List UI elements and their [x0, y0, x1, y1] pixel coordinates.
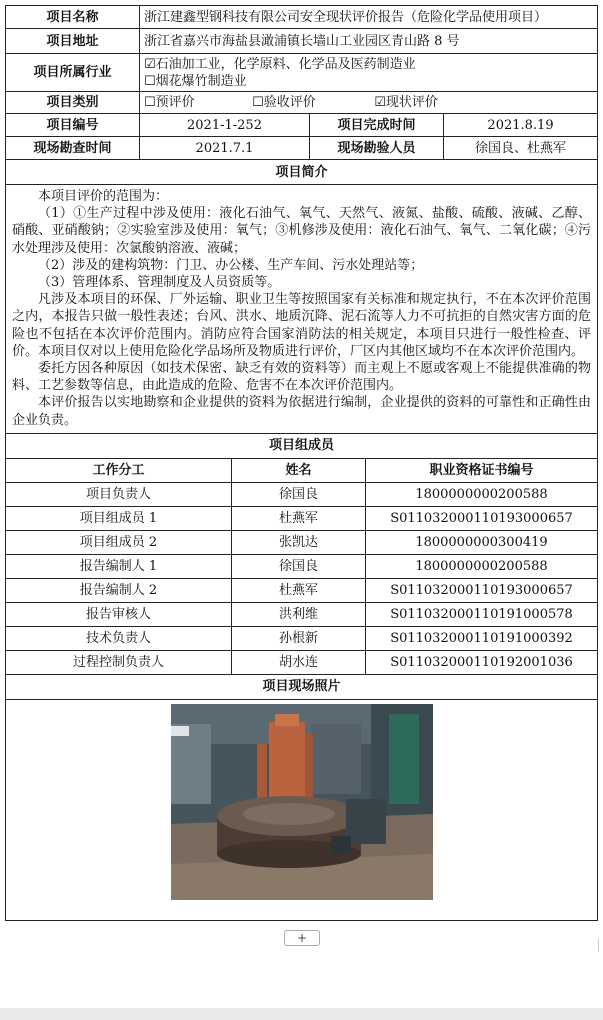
team-role: 过程控制负责人	[6, 650, 232, 674]
table-row	[6, 506, 598, 530]
project-address-value: 浙江省嘉兴市海盐县澉浦镇长墙山工业园区青山路 8 号	[140, 29, 598, 54]
team-cert-number: S011032000110193000657	[366, 578, 598, 602]
completion-time-value: 2021.8.19	[444, 114, 598, 137]
report-document	[5, 5, 597, 921]
team-role: 报告编制人 1	[6, 554, 232, 578]
team-header-name: 姓名	[232, 458, 366, 482]
team-role: 报告编制人 2	[6, 578, 232, 602]
intro-body	[6, 185, 598, 434]
footer-bar	[0, 1008, 603, 1020]
survey-time-label: 现场勘查时间	[6, 137, 140, 160]
intro-paragraph: （2）涉及的建构筑物：门卫、办公楼、生产车间、污水处理站等；	[38, 257, 424, 273]
intro-paragraph: 凡涉及本项目的环保、厂外运输、职业卫生等按照国家有关标准和规定执行，不在本次评价范围之内，本报告只做一般性表述；台风、洪水、地质沉降、泥石流等人力不可抗拒的自然灾害方面的危险也不包括在本次评价范围内。消防应符合国家消防法的相关规定，本项目只进行一般性检查、评价。本项目仅对以上使用危险化学品场所及物质进行评价，厂区内其他区域均不在本次评价范围内。	[12, 292, 592, 359]
table-row	[6, 482, 598, 506]
project-type-label: 项目类别	[6, 92, 140, 114]
intro-paragraph: 本评价报告以实地勘察和企业提供的资料为依据进行编制，企业提供的资料的可靠性和正确性由企业负责。	[12, 395, 592, 428]
project-type-options	[140, 92, 598, 114]
team-header-role: 工作分工	[6, 458, 232, 482]
intro-paragraph: 本项目评价的范围为：	[38, 189, 169, 204]
team-role: 项目组成员 2	[6, 530, 232, 554]
team-cert-number: 1800000000300419	[366, 530, 598, 554]
photo-title: 项目现场照片	[6, 674, 598, 699]
project-name-value: 浙江建鑫型钢科技有限公司安全现状评价报告（危险化学品使用项目）	[140, 6, 598, 29]
survey-people-label: 现场勘验人员	[310, 137, 444, 160]
team-cert-number: 1800000000200588	[366, 482, 598, 506]
project-address-label: 项目地址	[6, 29, 140, 54]
team-role: 报告审核人	[6, 602, 232, 626]
project-info-table	[5, 5, 598, 434]
team-role: 项目组成员 1	[6, 506, 232, 530]
type-option-pre: ☐预评价	[144, 95, 195, 110]
table-row	[6, 530, 598, 554]
type-option-acceptance: ☐验收评价	[252, 95, 316, 110]
team-member-name: 孙根新	[232, 626, 366, 650]
project-number-value: 2021-1-252	[140, 114, 310, 137]
team-role: 项目负责人	[6, 482, 232, 506]
team-cert-number: S011032000110193000657	[366, 506, 598, 530]
photo-cell	[6, 699, 598, 920]
project-industry-options	[140, 54, 598, 92]
team-member-name: 徐国良	[232, 554, 366, 578]
team-member-name: 徐国良	[232, 482, 366, 506]
project-industry-label: 项目所属行业	[6, 54, 140, 92]
team-member-name: 洪利维	[232, 602, 366, 626]
team-role: 技术负责人	[6, 626, 232, 650]
project-name-label: 项目名称	[6, 6, 140, 29]
type-option-current: ☑现状评价	[374, 95, 438, 110]
team-table	[5, 433, 598, 921]
team-header-cert: 职业资格证书编号	[366, 458, 598, 482]
industry-option-fireworks: ☐烟花爆竹制造业	[144, 73, 247, 89]
intro-paragraph: 委托方因各种原因（如技术保密、缺乏有效的资料等）而主观上不愿或客观上不能提供准确的物料、工艺参数等信息，由此造成的危险、危害不在本次评价范围内。	[12, 361, 592, 394]
team-title: 项目组成员	[6, 433, 598, 458]
intro-title: 项目简介	[6, 160, 598, 185]
completion-time-label: 项目完成时间	[310, 114, 444, 137]
team-cert-number: S011032000110191000578	[366, 602, 598, 626]
team-cert-number: S011032000110191000392	[366, 626, 598, 650]
intro-paragraph: （3）管理体系、管理制度及人员资质等。	[38, 275, 281, 291]
project-number-label: 项目编号	[6, 114, 140, 137]
team-member-name: 杜燕军	[232, 506, 366, 530]
intro-paragraph: （1）①生产过程中涉及使用：液化石油气、氧气、天然气、液氮、盐酸、硫酸、液碱、乙醇、硝酸、亚硝酸钠；②实验室涉及使用：氧气；③机修涉及使用：液化石油气、氧气、二氧化碳；④污水处理涉及使用：次氯酸钠溶液、液碱；	[12, 206, 592, 256]
survey-people-value: 徐国良、杜燕军	[444, 137, 598, 160]
team-member-name: 胡水连	[232, 650, 366, 674]
scrollbar[interactable]	[598, 938, 603, 952]
survey-time-value: 2021.7.1	[140, 137, 310, 160]
table-row	[6, 578, 598, 602]
team-cert-number: 1800000000200588	[366, 554, 598, 578]
table-row	[6, 602, 598, 626]
table-row	[6, 554, 598, 578]
site-photo	[171, 704, 433, 900]
industry-option-petro: ☑石油加工业，化学原料、化学品及医药制造业	[144, 56, 416, 72]
team-member-name: 杜燕军	[232, 578, 366, 602]
team-cert-number: S011032000110192001036	[366, 650, 598, 674]
add-button[interactable]: +	[284, 930, 320, 946]
table-row	[6, 626, 598, 650]
team-member-name: 张凯达	[232, 530, 366, 554]
table-row	[6, 650, 598, 674]
